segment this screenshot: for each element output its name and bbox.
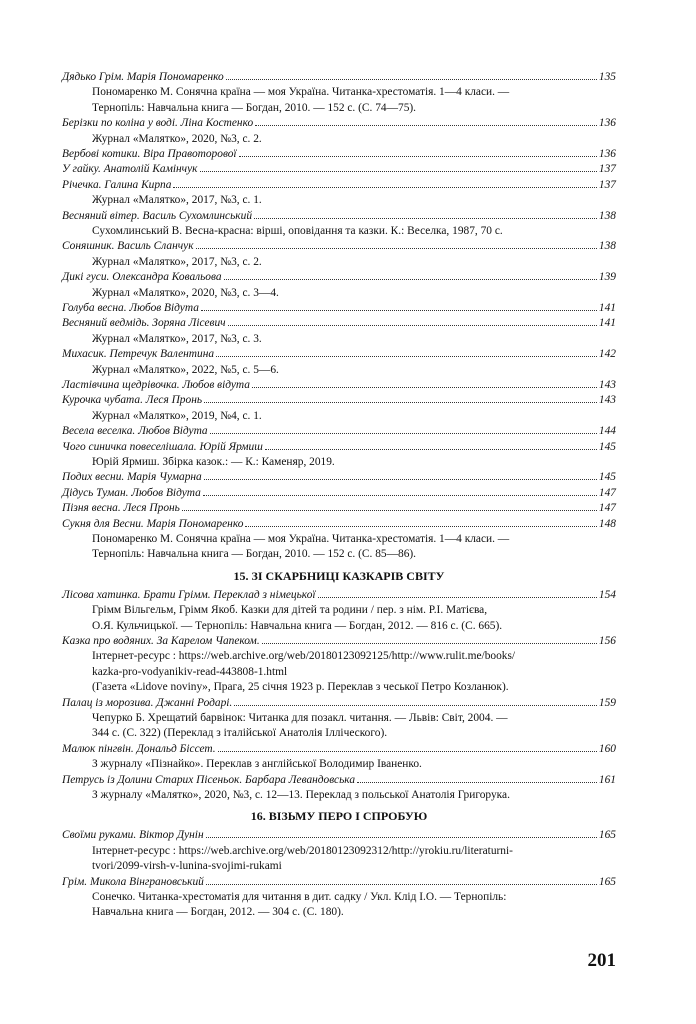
entry-page-number: 145: [598, 471, 616, 484]
entry-title: Подих весни. Марія Чумарна: [62, 471, 202, 484]
entry-source-line: Інтернет-ресурс : https://web.archive.org/web/20180123092125/http://www.rulit.me/books/: [92, 650, 516, 663]
entry-source-line: Чепурко Б. Хрещатий барвінок: Читанка для позакл. читання. — Львів: Світ, 2004. —: [92, 711, 508, 724]
toc-entry: [62, 440, 616, 471]
entry-page-number: 161: [598, 773, 616, 786]
toc-entry: [62, 634, 616, 696]
entry-page-number: 147: [598, 486, 616, 499]
entry-page-number: 148: [598, 517, 616, 530]
toc-entry: [62, 742, 616, 773]
entry-page-number: 159: [598, 696, 616, 709]
entry-title: Весела веселка. Любов Відута: [62, 425, 208, 438]
entry-page-number: 136: [598, 117, 616, 130]
dot-leader: [265, 449, 597, 450]
toc-entry-line: [62, 501, 616, 516]
toc-entry: [62, 393, 616, 424]
toc-entry: [62, 239, 616, 270]
entry-page-number: 137: [598, 178, 616, 191]
entry-title: Пізня весна. Леся Пронь: [62, 502, 180, 515]
entry-title: Соняшник. Василь Сланчук: [62, 240, 194, 253]
toc-entry-line: [62, 378, 616, 393]
dot-leader: [210, 433, 597, 434]
entry-source-line: Журнал «Малятко», 2017, №3, с. 3.: [92, 332, 262, 345]
toc-entry-line: [62, 209, 616, 224]
toc-entry: [62, 70, 616, 116]
entry-source-line: З журналу «Малятко», 2020, №3, с. 12—13. Переклад з польської Анатолія Григорука.: [92, 788, 510, 801]
entry-source-line: З журналу «Пізнайко». Переклав з англійської Володимир Іваненко.: [92, 758, 422, 771]
entry-title: Малюк пінгвін. Дональд Біссет.: [62, 742, 216, 755]
toc-entry-line: [62, 773, 616, 788]
toc-entry-line: [62, 162, 616, 177]
entry-title: Казка про водяних. За Карелом Чапеком.: [62, 634, 260, 647]
toc-entry: [62, 517, 616, 563]
entry-title: Весняний вітер. Василь Сухомлинський: [62, 209, 253, 222]
section-heading: 15. ЗІ СКАРБНИЦІ КАЗКАРІВ СВІТУ: [233, 568, 445, 583]
toc-entry-line: [62, 116, 616, 131]
entry-page-number: 138: [598, 240, 616, 253]
toc-entry: [62, 147, 616, 162]
entry-source-line: Журнал «Малятко», 2017, №3, с. 2.: [92, 255, 262, 268]
dot-leader: [206, 884, 597, 885]
toc-entry-line: [62, 440, 616, 455]
toc-entry-line: [62, 239, 616, 254]
entry-source-line: Юрій Ярмиш. Збірка казок.: — К.: Каменяр, 2019.: [92, 455, 335, 468]
entry-source-line: Грімм Вільгельм, Грімм Якоб. Казки для дітей та родини / пер. з нім. Р.І. Матієва,: [92, 604, 488, 617]
toc-entry-line: [62, 470, 616, 485]
dot-leader: [206, 837, 597, 838]
entry-source-line: Сухомлинський В. Весна-красна: вірші, оповідання та казки. К.: Веселка, 1987, 70 с.: [92, 224, 503, 237]
entry-source-line: Журнал «Малятко», 2020, №3, с. 3—4.: [92, 286, 279, 299]
toc-entry-line: [62, 270, 616, 285]
entry-source-line: tvori/2099-virsh-v-lunina-svojimi-rukami: [92, 860, 282, 873]
toc-entry-line: [62, 828, 616, 843]
toc-entry-line: [62, 875, 616, 890]
dot-leader: [234, 705, 597, 706]
entry-title: Чого синичка повеселішала. Юрій Ярмиш: [62, 440, 263, 453]
toc-entry-line: [62, 316, 616, 331]
entry-page-number: 145: [598, 440, 616, 453]
entry-source-line: kazka-pro-vodyanikiv-read-443808-1.html: [92, 665, 288, 678]
entry-page-number: 165: [598, 829, 616, 842]
toc-entry: [62, 270, 616, 301]
dot-leader: [204, 402, 597, 403]
toc-entry: [62, 162, 616, 177]
entry-title: Петрусь із Долини Старих Пісеньок. Барбара Левандовська: [62, 773, 356, 786]
dot-leader: [204, 479, 597, 480]
entry-source-line: Журнал «Малятко», 2017, №3, с. 1.: [92, 194, 262, 207]
entry-page-number: 143: [598, 394, 616, 407]
entry-title: Курочка чубата. Леся Пронь: [62, 394, 203, 407]
toc-entry: [62, 178, 616, 209]
entry-page-number: 141: [598, 301, 616, 314]
entry-page-number: 138: [598, 209, 616, 222]
entry-title: Михасик. Петречук Валентина: [62, 348, 215, 361]
entry-source-line: Інтернет-ресурс : https://web.archive.org/web/20180123092312/http://yrokiu.ru/literaturni-: [92, 844, 513, 857]
toc-entry: [62, 470, 616, 485]
toc-entry-line: [62, 696, 616, 711]
entry-title: Дідусь Туман. Любов Відута: [62, 486, 201, 499]
toc-entry-line: [62, 347, 616, 362]
dot-leader: [226, 79, 597, 80]
entry-source-line: Журнал «Малятко», 2022, №5, с. 5—6.: [92, 363, 279, 376]
entry-title: Лісова хатинка. Брати Грімм. Переклад з німецької: [62, 588, 316, 601]
dot-leader: [228, 325, 597, 326]
entry-title: У гайку. Анатолій Камінчук: [62, 163, 198, 176]
dot-leader: [201, 310, 597, 311]
dot-leader: [216, 356, 597, 357]
toc-entry-line: [62, 301, 616, 316]
entry-source-line: Журнал «Малятко», 2020, №3, с. 2.: [92, 132, 262, 145]
entry-title: Дядько Грім. Марія Пономаренко: [62, 71, 224, 83]
dot-leader: [239, 156, 597, 157]
page-number: 201: [587, 950, 616, 971]
table-of-contents: [62, 70, 616, 921]
entry-title: Вербові котики. Віра Правоторової: [62, 148, 237, 160]
entry-title: Берізки по коліна у воді. Ліна Костенко: [62, 117, 254, 130]
section-heading: 16. ВІЗЬМУ ПЕРО І СПРОБУЮ: [250, 809, 428, 824]
entry-source-line: Журнал «Малятко», 2019, №4, с. 1.: [92, 409, 262, 422]
entry-title: Річечка. Галина Кирпа: [62, 178, 172, 191]
entry-page-number: 141: [598, 317, 616, 330]
entry-page-number: 147: [598, 502, 616, 515]
dot-leader: [196, 248, 597, 249]
entry-title: Грім. Микола Вінграновський: [62, 875, 204, 888]
toc-entry-line: [62, 486, 616, 501]
toc-entry-line: [62, 588, 616, 603]
dot-leader: [218, 751, 597, 752]
entry-page-number: 135: [598, 71, 616, 83]
toc-entry: [62, 486, 616, 501]
entry-page-number: 160: [598, 742, 616, 755]
entry-page-number: 156: [598, 634, 616, 647]
toc-entry: [62, 696, 616, 742]
toc-entry-line: [62, 393, 616, 408]
entry-title: Весняний ведмідь. Зоряна Лісевич: [62, 317, 226, 330]
toc-entry-line: [62, 178, 616, 193]
entry-title: Своїми руками. Віктор Дунін: [62, 829, 204, 842]
entry-page-number: 143: [598, 378, 616, 391]
entry-source-line: Тернопіль: Навчальна книга — Богдан, 2010. — 152 с. (С. 74—75).: [92, 101, 417, 114]
entry-page-number: 137: [598, 163, 616, 176]
dot-leader: [357, 782, 597, 783]
entry-page-number: 136: [598, 148, 616, 160]
entry-source-line: (Газета «Lidove noviny», Прага, 25 січня 1923 р. Переклав з чеської Петро Козланюк).: [92, 681, 509, 694]
entry-page-number: 144: [598, 425, 616, 438]
toc-entry: [62, 875, 616, 921]
toc-entry: [62, 773, 616, 804]
toc-entry: [62, 347, 616, 378]
entry-source-line: Сонечко. Читанка-хрестоматія для читання в дит. садку / Укл. Клід І.О. — Тернопіль:: [92, 890, 507, 903]
entry-title: Сукня для Весни. Марія Пономаренко: [62, 517, 244, 530]
dot-leader: [224, 279, 597, 280]
dot-leader: [254, 218, 597, 219]
entry-source-line: 344 с. (С. 322) (Переклад з італійської Анатолія Ілліческого).: [92, 727, 388, 740]
dot-leader: [262, 643, 597, 644]
dot-leader: [200, 171, 597, 172]
toc-entry: [62, 378, 616, 393]
entry-source-line: Тернопіль: Навчальна книга — Богдан, 2010. — 152 с. (С. 85—86).: [92, 548, 417, 561]
dot-leader: [182, 510, 597, 511]
toc-entry-line: [62, 517, 616, 532]
entry-title: Дикі гуси. Олександра Ковальова: [62, 271, 222, 284]
dot-leader: [252, 387, 597, 388]
toc-entry-line: [62, 70, 616, 85]
entry-page-number: 154: [598, 588, 616, 601]
dot-leader: [173, 187, 596, 188]
entry-title: Палац із морозива. Джанні Родарі.: [62, 696, 233, 709]
dot-leader: [245, 526, 596, 527]
toc-entry: [62, 501, 616, 516]
toc-entry: [62, 316, 616, 347]
toc-entry-line: [62, 147, 616, 162]
toc-entry-line: [62, 634, 616, 649]
toc-entry: [62, 116, 616, 147]
entry-page-number: 165: [598, 875, 616, 888]
entry-source-line: Пономаренко М. Сонячна країна — моя Україна. Читанка-хрестоматія. 1—4 класи. —: [92, 86, 510, 99]
entry-source-line: Пономаренко М. Сонячна країна — моя Україна. Читанка-хрестоматія. 1—4 класи. —: [92, 532, 510, 545]
toc-entry: [62, 424, 616, 439]
entry-title: Голуба весна. Любов Відута: [62, 301, 199, 314]
toc-entry: [62, 828, 616, 874]
toc-entry: [62, 588, 616, 634]
toc-entry-line: [62, 424, 616, 439]
entry-page-number: 142: [598, 348, 616, 361]
dot-leader: [318, 597, 597, 598]
toc-entry-line: [62, 742, 616, 757]
entry-source-line: О.Я. Кульчицької. — Тернопіль: Навчальна книга — Богдан, 2012. — 816 с. (С. 665).: [92, 619, 503, 632]
toc-entry: [62, 301, 616, 316]
entry-page-number: 139: [598, 271, 616, 284]
dot-leader: [255, 125, 597, 126]
entry-source-line: Навчальна книга — Богдан, 2012. — 304 с. (С. 180).: [92, 906, 344, 919]
toc-entry: [62, 209, 616, 240]
dot-leader: [203, 495, 597, 496]
entry-title: Ластівчина щедрівочка. Любов відута: [62, 378, 250, 391]
